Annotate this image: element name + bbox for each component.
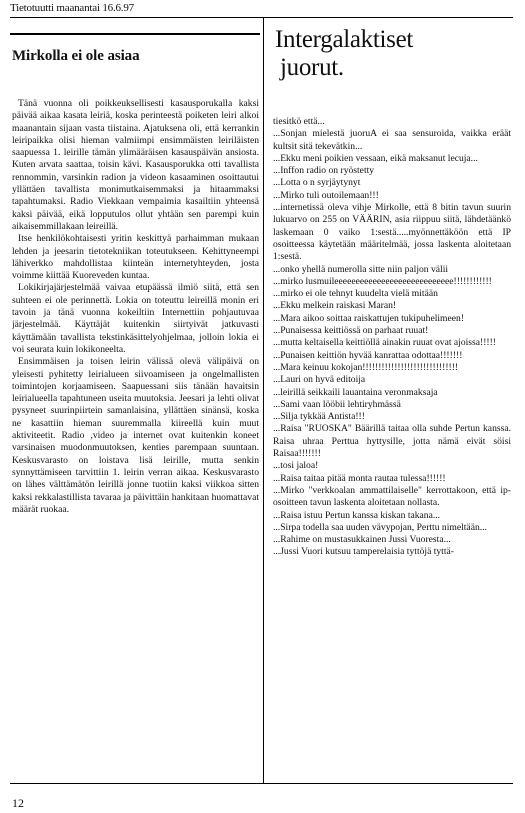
gossip-item: ...Mara aikoo soittaa raiskattujen tukipuhelimeen!: [273, 312, 465, 324]
page-header: Tietotuutti maanantai 16.6.97: [10, 2, 134, 14]
right-article-title: [275, 26, 505, 82]
gossip-item: ...Raisa istuu Pertun kanssa kiskan takana...: [273, 509, 441, 521]
gossip-item: ...mirko ei ole tehnyt kuudelta vielä mitään: [273, 288, 438, 300]
gossip-item: ...internetissä oleva vihje Mirkolle, että 8 bitin tavun suurin lukuarvo on 255 on VÄÄRIN, asia riippuu siitä, lähdetäänkö laskemaan 0 vaiko 1:sestä.....myönnettäköön että IP osoitteessa käytetään määritelmää, jossa laskenta aloitetaan 1:sestä.: [273, 202, 511, 263]
gossip-item: ...mutta keltaisella keittiöllä ainakin ruuat ovat ajoissa!!!!!: [273, 337, 496, 349]
gossip-item: ...Lauri on hyvä editoija: [273, 374, 366, 386]
gossip-item: ...Sami vaan lööbii lehtiryhmässä: [273, 398, 401, 410]
gossip-item: ...Jussi Vuori kutsuu tamperelaisia tyttöjä tyttä-: [273, 546, 454, 558]
gossip-item: ...Sonjan mielestä juoruA ei saa sensuroida, vaikka eräät kultsit sitä tekevätkin...: [273, 128, 511, 152]
gossip-item: ...tosi jaloa!: [273, 460, 319, 472]
column-divider: [263, 17, 264, 783]
paragraph: Lokikirjajärjestelmää vaivaa etupäässä ilmiö siitä, että sen suhteen ei ole perinnettä. Lokia on toteuttu leireillä monin eri tavoin ja tänä vuonna kokeiltiin Internettiin pohjautuvaa järjestelmää. Käyttäjät kuitenkin siirtyivät jatkuvasti käyttämään tavallista tekstinkäsittelyohjelmaa, jolloin lokia ei voi seurata kuin lokikoneelta.: [12, 282, 259, 355]
gossip-item: ...mirko lusmuileeeeeeeeeeeeeeeeeeeeeeeeeeee!!!!!!!!!!!!: [273, 275, 492, 287]
gossip-item: ...Lotta o n syrjäytynyt: [273, 177, 361, 189]
paragraph: Tänä vuonna oli poikkeuksellisesti kasausporukalla kaksi päivää aikaa kasata leiriä, koska perinteestä poiketen leiri alkoi maanantain sijaan vasta tiistaina. Ajatuksena oli, että kerrankin leiripaikka olisi hieman valmiimpi ensimmäisten leiriläisten saapuessa 1. leirille tämän ylimääräisen kasauspäivän ansiosta. Kuten arvata saattaa, toisin kävi. Kasausporukka otti tavallista rennommin, varsinkin radion ja videon kasaaminen osoittautui yllättäen tavallista monimutkaisemmaksi ja hitaammaksi tapahtumaksi. Radio Viekkaan vempaimia kasailtiin yhteensä kaksi päivää, eikä lopputulos ollut yhtään sen parempi kuin aikaisemmillakaan leireillä.: [12, 98, 259, 232]
gossip-item: ...Rahime on mustasukkainen Jussi Vuoresta...: [273, 534, 451, 546]
gossip-item: ...Inffon radio on ryöstetty: [273, 165, 375, 177]
paragraph: Itse henkilökohtaisesti yritin keskittyä parhaimman mukaan lehden ja jeesarin tietotekniikan toteutukseen. Kehittyneempi lähiverkko mahdollistaa kiinteän internetyhteyden, josta voimme kiittää Kuoreveden kuntaa.: [12, 233, 259, 282]
left-article-title: Mirkolla ei ole asiaa: [12, 48, 140, 64]
paragraph: Ensimmäisen ja toisen leirin välissä olevä välipäivä on yleisesti pyhitetty leirialueen siivoamiseen ja ongelmallisten toimintojen korjaamiseen. Saapuessani siis tänään havaitsin leirialueella tapahtuneen useita muutoksia. Jeesari ja lehti olivat pysyneet suurinpiirtein samanlaisina, yllättäen sinänsä, koska ne kasattiin hieman suuremmalla kiireellä kuin muut aktiviteetit. Radio ,video ja internet ovat kuitenkin koneet varsinaisen muodonmuutoksen, kenties parempaan suuntaan. Keskusvarasto on loistava lisä leirille, mutta senkin synnyttämiseen tarvittiin 1. leirin verran aikaa. Keskusvarasto on lähes välttämätön leirillä jonne tuotiin kaksi viikkoa sitten kaksi rekkalastillista tavaraa ja päivittäin hankitaan huomattavat määrät ruokaa.: [12, 356, 259, 515]
page-number: 12: [12, 796, 24, 810]
left-article-body: [12, 98, 259, 782]
gossip-item: ...Sirpa todella saa uuden vävypojan, Perttu nimeltään...: [273, 521, 487, 533]
gossip-item: ...Mara keinuu kokojan!!!!!!!!!!!!!!!!!!!!!!!!!!!!!!: [273, 361, 459, 373]
gossip-item: ...Punaisessa keittiössä on parhaat ruuat!: [273, 325, 429, 337]
right-title-line-2: juorut.: [280, 54, 344, 81]
gossip-item: ...onko yhellä numerolla sitte niin paljon välii: [273, 263, 449, 275]
footer-rule: [10, 783, 513, 784]
gossip-item: ...leirillä seikkaili lauantaina veronmaksaja: [273, 386, 438, 398]
gossip-item: ...Ekku meni poikien vessaan, eikä maksanut lecuja...: [273, 152, 478, 164]
gossip-item: tiesitkö että...: [273, 116, 325, 127]
gossip-item: ...Raisa taitaa pitää monta rautaa tulessa!!!!!!: [273, 472, 446, 484]
gossip-item: ...Punaisen keittiön hyvää kanrattaa odottaa!!!!!!!: [273, 349, 463, 361]
right-title-line-1: Intergalaktiset: [275, 26, 414, 53]
gossip-item: ...Silja tykkää Antista!!!: [273, 411, 365, 423]
gossip-item: ...Mirko tuli outoilemaan!!!: [273, 189, 379, 201]
header-rule: [10, 17, 513, 18]
right-article-body: [273, 116, 511, 783]
left-article-heading: [10, 33, 260, 65]
gossip-item: ...Raisa "RUOSKA" Bäärillä taitaa olla suhde Pertun kanssa. Raisa uhraa Perttua hyttysille, jotta nämä eivät söisi Raisaa!!!!!!!: [273, 423, 511, 460]
gossip-item: ...Ekku melkein raiskasi Maran!: [273, 300, 397, 312]
gossip-item: ...Mirko "verkkoalan ammattilaiselle" kerrottakoon, että ip-osoitteen tavun laskenta aloitetaan nollasta.: [273, 484, 511, 509]
